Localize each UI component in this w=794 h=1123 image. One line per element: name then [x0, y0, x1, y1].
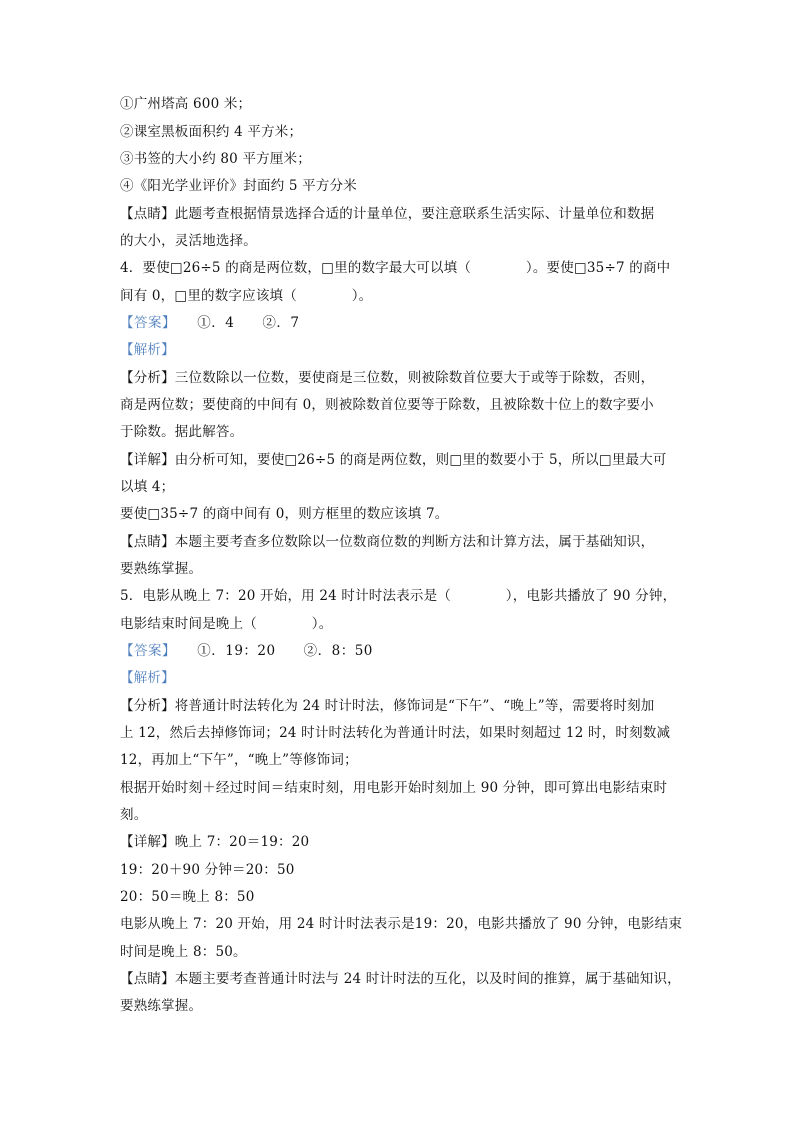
text-line: 12，再加上“下午”，“晚上”等修饰词； — [120, 752, 358, 768]
text-line: 商是两位数；要使商的中间有 0，则被除数首位要等于除数，且被除数十位上的数字要小 — [120, 397, 654, 413]
text-line: ③书签的大小约 80 平方厘米； — [120, 151, 311, 167]
text-line: 根据开始时刻＋经过时间＝结束时刻，用电影开始时刻加上 90 分钟，即可算出电影结束时 — [120, 780, 668, 796]
answer-line — [120, 638, 373, 664]
text-line: 于除数。据此解答。 — [120, 424, 244, 440]
analysis-line — [120, 337, 175, 363]
text-line: 【详解】晚上 7：20＝19：20 — [120, 834, 310, 850]
answer-tag: 【答案】 — [120, 315, 170, 331]
analysis-tag: 【解析】 — [120, 670, 175, 686]
text-line: 刻。 — [120, 807, 148, 823]
text-line: ④《阳光学业评价》封面约 5 平方分米 — [120, 178, 357, 194]
text-line: 【点睛】本题主要考查普通计时法与 24 时计时法的互化，以及时间的推算，属于基础知识， — [120, 971, 681, 987]
analysis-line — [120, 665, 175, 691]
text-line: 要熟练掌握。 — [120, 561, 203, 577]
text-line: 【分析】三位数除以一位数，要使商是三位数，则被除数首位要大于或等于除数，否则， — [120, 370, 655, 386]
answer-line — [120, 310, 299, 336]
text-line: 要使□35÷7 的商中间有 0，则方框里的数应该填 7。 — [120, 506, 449, 522]
text-line: 【详解】由分析可知，要使□26÷5 的商是两位数，则□里的数要小于 5，所以□里最大可 — [120, 452, 667, 468]
question-4: 4．要使□26÷5 的商是两位数，□里的数字最大可以填（ ）。要使□35÷7 的商中 — [120, 260, 671, 276]
question-5: 5．电影从晚上 7：20 开始，用 24 时计时法表示是（ ），电影共播放了 90 分钟， — [120, 588, 677, 604]
analysis-tag: 【解析】 — [120, 342, 175, 358]
text-line: 上 12，然后去掉修饰词；24 时计时法转化为普通计时法，如果时刻超过 12 时，时刻数减 — [120, 725, 671, 741]
text-line: 要熟练掌握。 — [120, 998, 203, 1014]
text-line: 【点睛】本题主要考查多位数除以一位数商位数的判断方法和计算方法，属于基础知识， — [120, 534, 655, 550]
text-line: 以填 4； — [120, 479, 175, 495]
text-line: ②课室黑板面积约 4 平方米； — [120, 124, 303, 140]
text-line: 【点睛】此题考查根据情景选择合适的计量单位，要注意联系生活实际、计量单位和数据 — [120, 206, 655, 222]
text-line: 【分析】将普通计时法转化为 24 时计时法，修饰词是“下午”、“晚上”等，需要将时刻加 — [120, 698, 655, 714]
text-line: 电影从晚上 7：20 开始，用 24 时计时法表示是19：20，电影共播放了 90 分钟，电影结束 — [120, 916, 683, 932]
answer-text: ①．4 ②．7 — [169, 315, 300, 331]
text-line: 20：50＝晚上 8：50 — [120, 889, 255, 905]
answer-tag: 【答案】 — [120, 643, 170, 659]
text-line: 间有 0，□里的数字应该填（ ）。 — [120, 288, 373, 304]
text-line: 电影结束时间是晚上（ ）。 — [120, 616, 333, 632]
text-line: ①广州塔高 600 米； — [120, 96, 252, 112]
text-line: 19：20＋90 分钟＝20：50 — [120, 862, 295, 878]
text-line: 时间是晚上 8：50。 — [120, 944, 247, 960]
text-line: 的大小，灵活地选择。 — [120, 233, 257, 249]
answer-text: ①．19：20 ②．8：50 — [169, 643, 373, 659]
